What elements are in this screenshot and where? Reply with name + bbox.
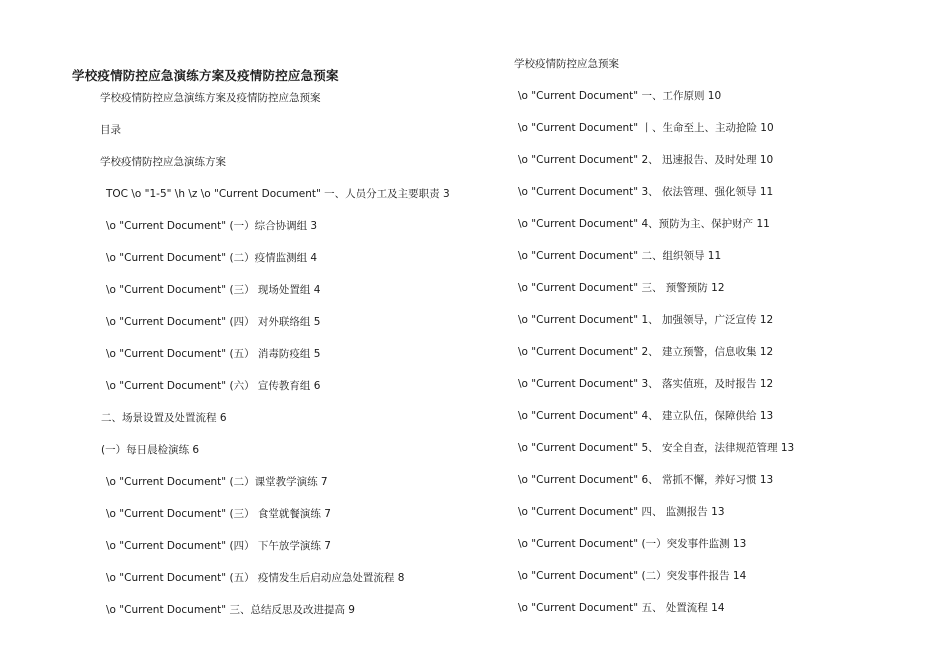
toc-entry[interactable]: \o "Current Document" 3、 落实值班，及时报告 12 <box>518 378 774 390</box>
toc-entry[interactable]: \o "Current Document" (三） 食堂就餐演练 7 <box>106 508 331 520</box>
toc-heading: 目录 <box>100 124 121 136</box>
toc-entry[interactable]: \o "Current Document" 二、组织领导 11 <box>518 250 722 262</box>
page-title: 学校疫情防控应急演练方案及疫情防控应急预案 <box>72 68 339 83</box>
toc-entry[interactable]: \o "Current Document" (六） 宣传教育组 6 <box>106 380 321 392</box>
toc-entry[interactable]: \o "Current Document" (一）突发事件监测 13 <box>518 538 747 550</box>
toc-entry[interactable]: \o "Current Document" 一、工作原则 10 <box>518 90 722 102</box>
toc-entry[interactable]: TOC \o "1-5" \h \z \o "Current Document" 一、人员分工及主要职责 3 <box>106 188 450 200</box>
toc-entry[interactable]: \o "Current Document" (五） 消毒防疫组 5 <box>106 348 321 360</box>
subtitle-line: 学校疫情防控应急演练方案及疫情防控应急预案 <box>100 92 321 104</box>
toc-entry[interactable]: \o "Current Document" 6、 常抓不懈，养好习惯 13 <box>518 474 774 486</box>
toc-right-column <box>514 57 934 633</box>
toc-entry[interactable]: \o "Current Document" 四、 监测报告 13 <box>518 506 725 518</box>
toc-entry[interactable]: \o "Current Document" (四） 对外联络组 5 <box>106 316 321 328</box>
toc-entry[interactable]: \o "Current Document" 4、预防为主、保护财产 11 <box>518 218 770 230</box>
section-heading: 学校疫情防控应急演练方案 <box>100 156 226 168</box>
toc-entry[interactable]: \o "Current Document" 4、 建立队伍，保障供给 13 <box>518 410 774 422</box>
toc-left-column <box>100 91 490 635</box>
toc-entry[interactable]: \o "Current Document" (二）课堂教学演练 7 <box>106 476 328 488</box>
toc-entry[interactable]: \o "Current Document" (二）疫情监测组 4 <box>106 252 318 264</box>
toc-entry[interactable]: \o "Current Document" 三、总结反思及改进提高 9 <box>106 604 355 616</box>
toc-entry[interactable]: \o "Current Document" (二）突发事件报告 14 <box>518 570 747 582</box>
toc-entry[interactable]: (一）每日晨检演练 6 <box>101 444 200 456</box>
toc-entry[interactable]: \o "Current Document" (四） 下午放学演练 7 <box>106 540 331 552</box>
toc-entry[interactable]: \o "Current Document" 丨、生命至上、主动抢险 10 <box>518 122 774 134</box>
toc-entry[interactable]: \o "Current Document" 三、 预警预防 12 <box>518 282 725 294</box>
toc-entry[interactable]: 二、场景设置及处置流程 6 <box>101 412 227 424</box>
toc-entry[interactable]: \o "Current Document" (三） 现场处置组 4 <box>106 284 321 296</box>
toc-entry[interactable]: \o "Current Document" (一）综合协调组 3 <box>106 220 318 232</box>
toc-entry[interactable]: \o "Current Document" 2、 建立预警，信息收集 12 <box>518 346 774 358</box>
toc-entry[interactable]: \o "Current Document" 2、 迅速报告、及时处理 10 <box>518 154 774 166</box>
section-heading: 学校疫情防控应急预案 <box>514 58 619 70</box>
toc-entry[interactable]: \o "Current Document" (五） 疫情发生后启动应急处置流程 8 <box>106 572 405 584</box>
toc-entry[interactable]: \o "Current Document" 1、 加强领导，广泛宣传 12 <box>518 314 774 326</box>
toc-entry[interactable]: \o "Current Document" 5、 安全自查，法律规范管理 13 <box>518 442 795 454</box>
toc-entry[interactable]: \o "Current Document" 五、 处置流程 14 <box>518 602 725 614</box>
toc-entry[interactable]: \o "Current Document" 3、 依法管理、强化领导 11 <box>518 186 774 198</box>
